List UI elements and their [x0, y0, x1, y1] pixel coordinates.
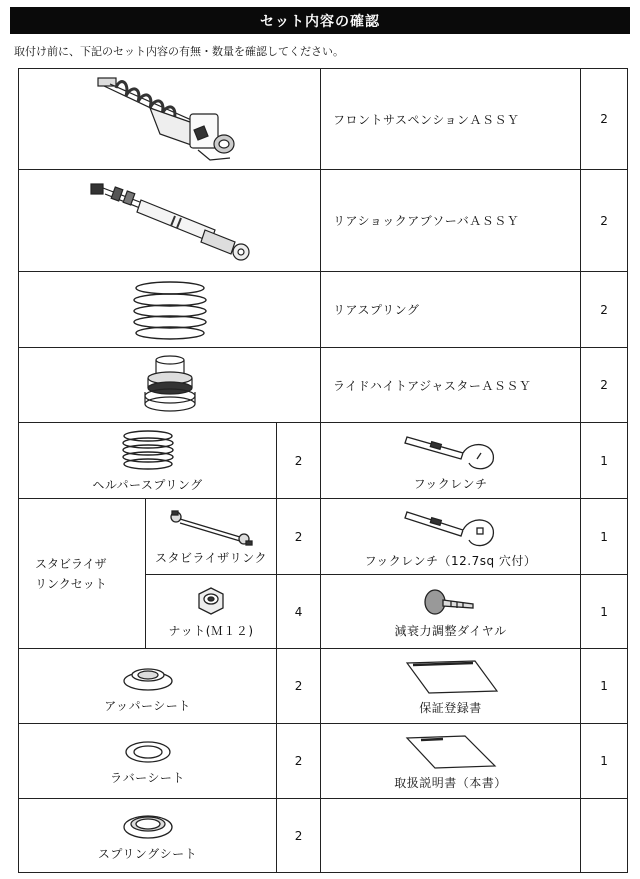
front-suspension-name: フロントサスペンションＡＳＳＹ — [321, 69, 581, 170]
nut-illustration — [191, 584, 231, 620]
hook-wrench-hole-illustration — [401, 504, 501, 550]
intro-text: 取付け前に、下記のセット内容の有無・数量を確認してください。 — [14, 45, 344, 58]
spring-seat-qty: 2 — [277, 799, 321, 873]
warranty-cell — [321, 649, 581, 724]
section-title: セット内容の確認 — [260, 13, 380, 30]
damping-dial-cell — [321, 575, 581, 649]
spring-seat-name: スプリングシート — [97, 847, 198, 861]
table-row — [19, 724, 628, 799]
table-row — [19, 170, 628, 272]
front-suspension-image-cell — [19, 69, 321, 170]
hook-wrench-hole-cell — [321, 499, 581, 575]
rear-shock-image-cell — [19, 170, 321, 272]
empty-cell — [581, 799, 628, 873]
upper-seat-qty: 2 — [277, 649, 321, 724]
upper-seat-cell — [19, 649, 277, 724]
nut-name: ナット(Ｍ１２) — [168, 624, 254, 638]
stabilizer-set-name-line2: リンクセット — [35, 576, 107, 591]
damping-dial-name: 減衰力調整ダイヤル — [394, 624, 507, 638]
rear-spring-qty: 2 — [581, 272, 628, 348]
hook-wrench-qty: 1 — [581, 423, 628, 499]
parts-table — [18, 68, 628, 873]
hook-wrench-name: フックレンチ — [413, 477, 488, 491]
ride-height-adjuster-illustration — [135, 352, 205, 418]
upper-seat-illustration — [118, 659, 178, 695]
rear-shock-name: リアショックアブソーバＡＳＳＹ — [321, 170, 581, 272]
rubber-seat-cell — [19, 724, 277, 799]
hook-wrench-hole-name: フックレンチ（12.7sq 穴付） — [364, 554, 537, 568]
table-row — [19, 69, 628, 170]
manual-qty: 1 — [581, 724, 628, 799]
table-row — [19, 348, 628, 423]
helper-spring-qty: 2 — [277, 423, 321, 499]
stabilizer-set-cell — [19, 499, 146, 649]
damping-dial-illustration — [421, 584, 481, 620]
helper-spring-name: ヘルパースプリング — [92, 478, 203, 492]
spring-seat-illustration — [118, 809, 178, 843]
table-row — [19, 649, 628, 724]
helper-spring-cell — [19, 423, 277, 499]
upper-seat-name: アッパーシート — [104, 698, 191, 713]
stabilizer-link-illustration — [166, 507, 256, 547]
rubber-seat-name: ラバーシート — [110, 770, 185, 785]
rear-spring-illustration — [125, 278, 215, 342]
front-suspension-illustration — [90, 74, 250, 164]
section-title-banner — [10, 7, 630, 34]
table-row — [19, 272, 628, 348]
empty-cell — [321, 799, 581, 873]
rear-spring-name: リアスプリング — [321, 272, 581, 348]
stabilizer-link-name: スタビライザリンク — [155, 551, 267, 565]
ride-height-image-cell — [19, 348, 321, 423]
manual-name: 取扱説明書（本書） — [394, 775, 507, 790]
nut-qty: 4 — [277, 575, 321, 649]
damping-dial-qty: 1 — [581, 575, 628, 649]
rubber-seat-qty: 2 — [277, 724, 321, 799]
warranty-qty: 1 — [581, 649, 628, 724]
table-row — [19, 799, 628, 873]
front-suspension-qty: 2 — [581, 69, 628, 170]
stabilizer-link-qty: 2 — [277, 499, 321, 575]
ride-height-name: ライドハイトアジャスターＡＳＳＹ — [321, 348, 581, 423]
stabilizer-link-cell — [146, 499, 277, 575]
table-row — [19, 423, 628, 499]
nut-cell — [146, 575, 277, 649]
rear-shock-qty: 2 — [581, 170, 628, 272]
hook-wrench-illustration — [401, 429, 501, 473]
hook-wrench-cell — [321, 423, 581, 499]
ride-height-qty: 2 — [581, 348, 628, 423]
helper-spring-illustration — [118, 428, 178, 474]
rubber-seat-illustration — [118, 737, 178, 767]
stabilizer-set-name-line1: スタビライザ — [35, 556, 107, 571]
manual-illustration — [401, 732, 501, 772]
table-row — [19, 499, 628, 575]
warranty-card-illustration — [401, 657, 501, 697]
rear-shock-illustration — [85, 176, 255, 266]
rear-spring-image-cell — [19, 272, 321, 348]
manual-cell — [321, 724, 581, 799]
warranty-name: 保証登録書 — [419, 700, 482, 715]
hook-wrench-hole-qty: 1 — [581, 499, 628, 575]
spring-seat-cell — [19, 799, 277, 873]
